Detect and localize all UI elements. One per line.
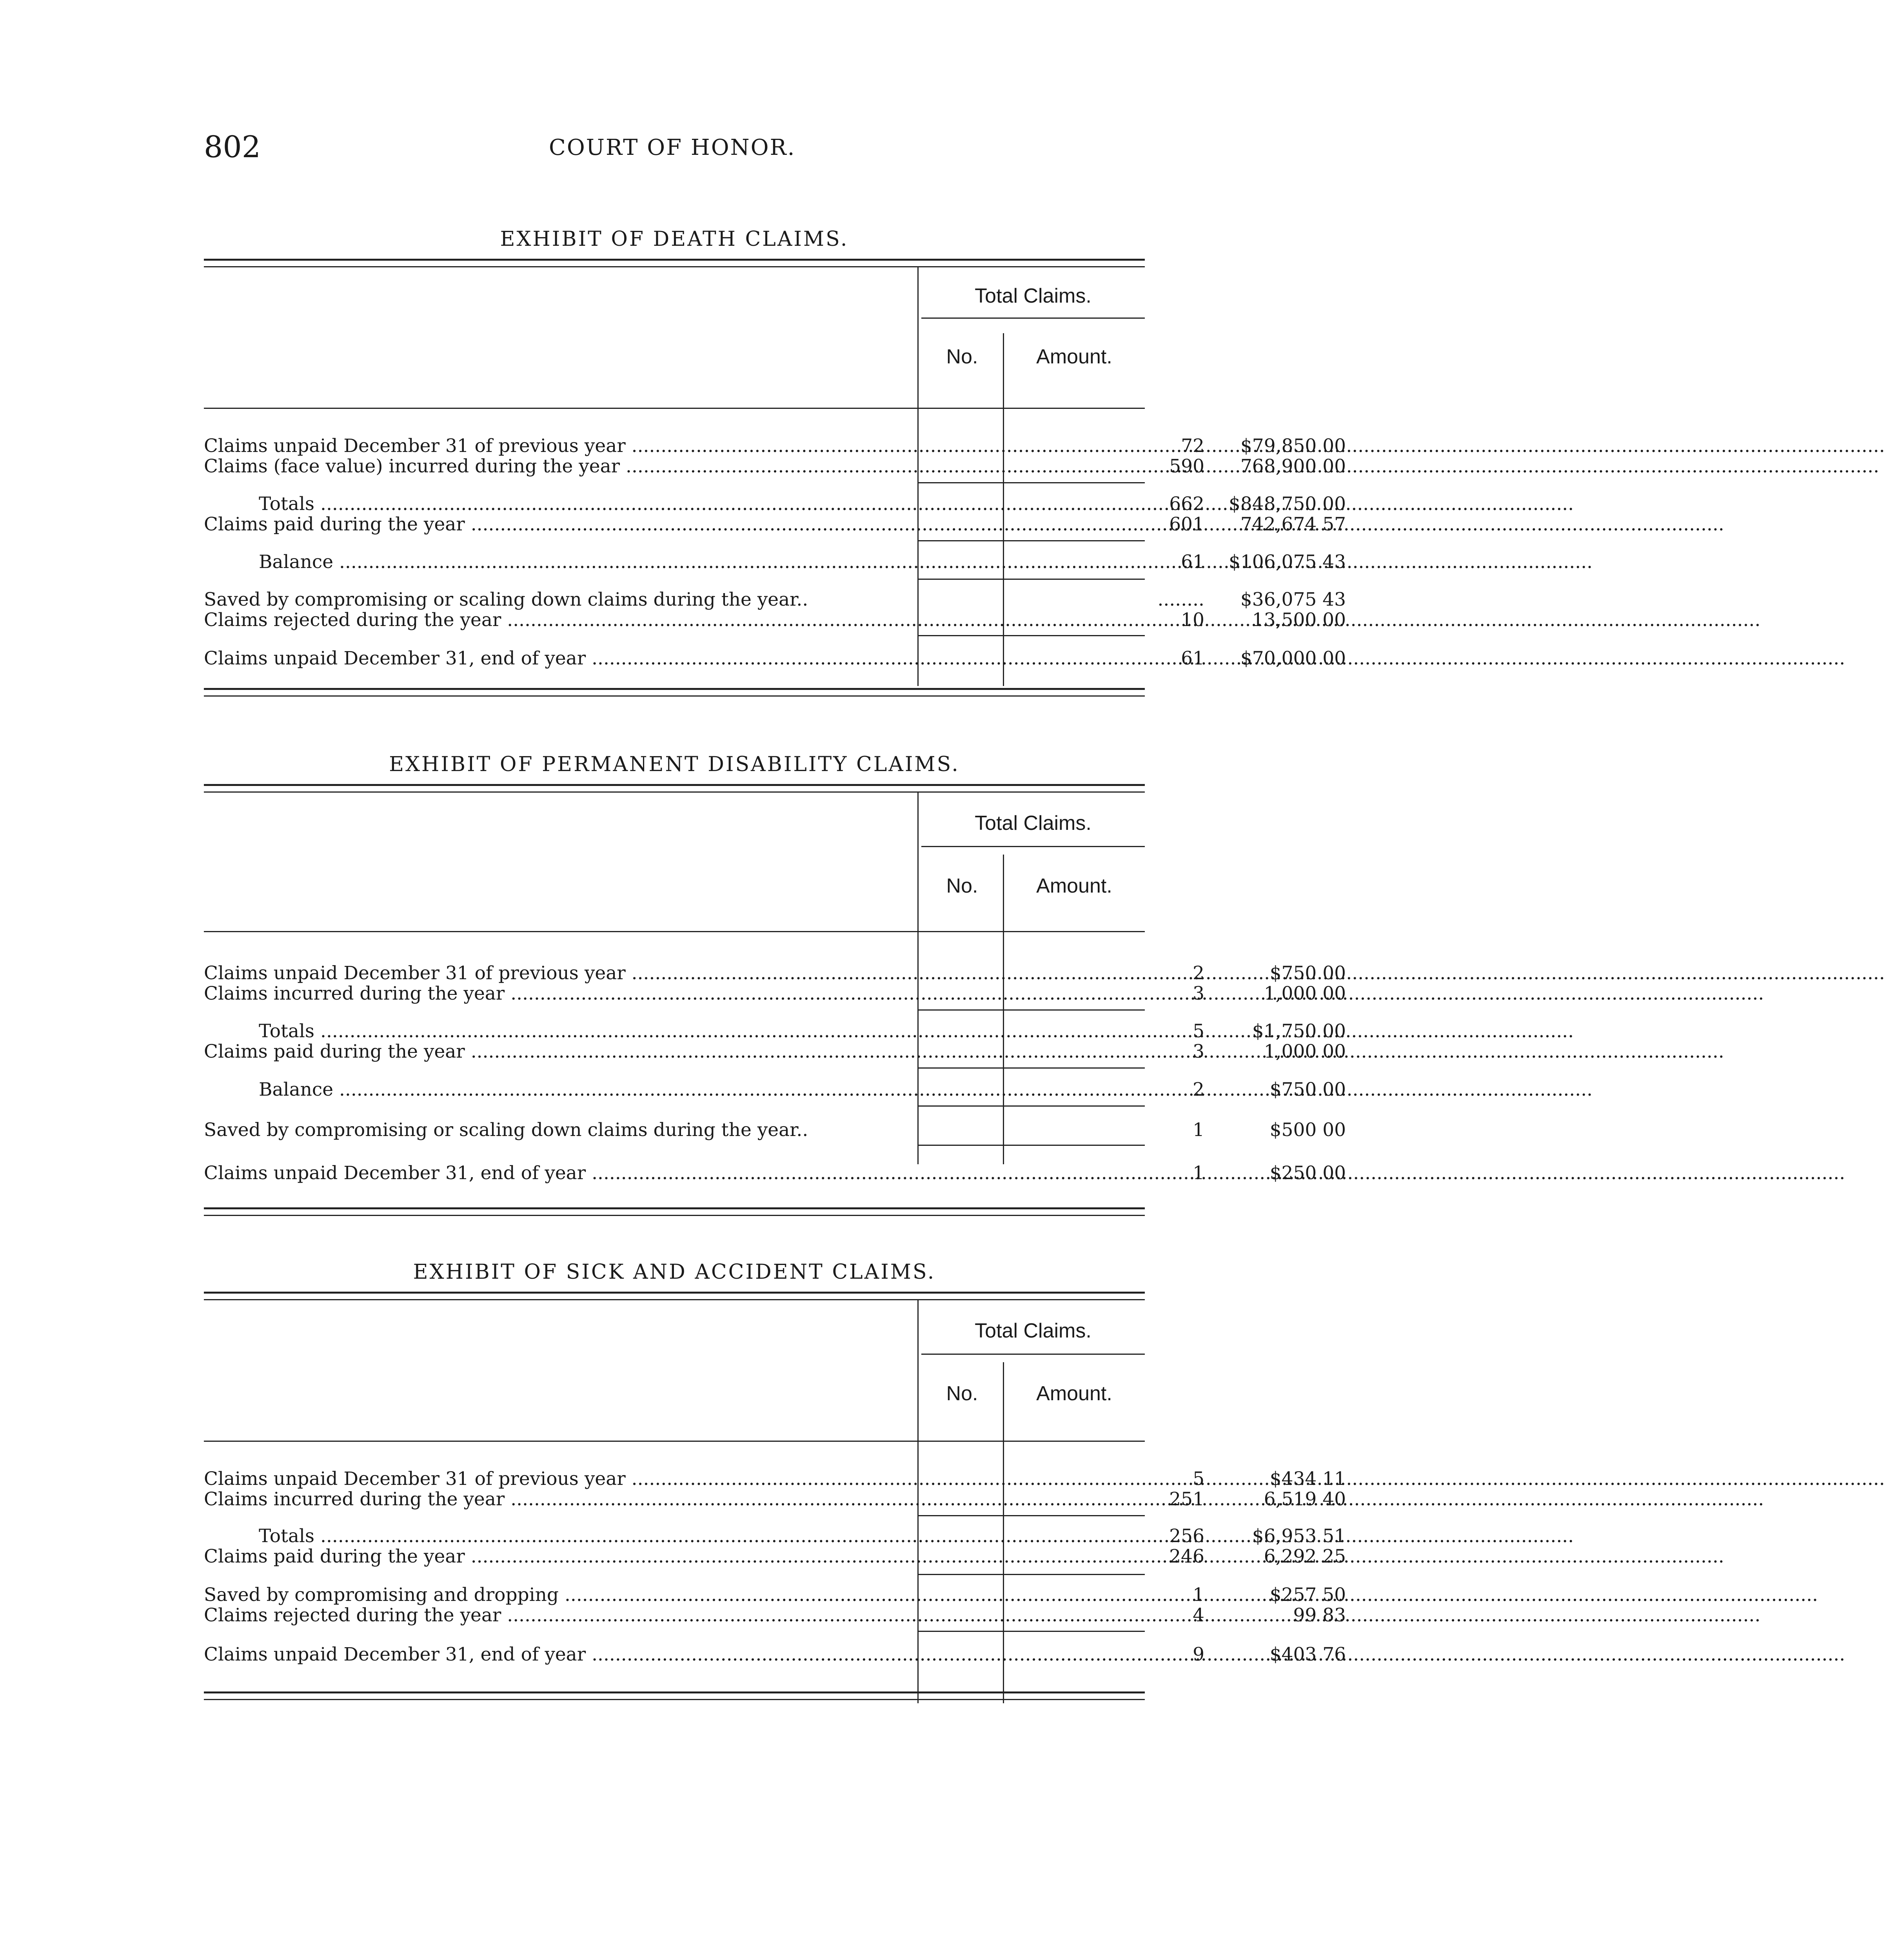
row-label: Claims (face value) incurred during the year ..... bbox=[204, 456, 917, 477]
row-label: Claims incurred during the year ..... bbox=[204, 983, 917, 1004]
row-count: 3 bbox=[1193, 1041, 1204, 1062]
table-row bbox=[204, 648, 1346, 669]
row-count: 246 bbox=[1169, 1546, 1204, 1567]
sum-rule bbox=[917, 540, 1145, 541]
row-label: Claims unpaid December 31, end of year ..... bbox=[204, 1644, 917, 1665]
table-row bbox=[204, 1546, 1346, 1567]
row-count: 2 bbox=[1193, 1079, 1204, 1100]
row-amount: 742,674 57 bbox=[1240, 514, 1346, 535]
row-count: 2 bbox=[1193, 962, 1204, 984]
table-row bbox=[204, 589, 1346, 610]
row-amount: $79,850 00 bbox=[1240, 435, 1346, 457]
row-count: 10 bbox=[1181, 609, 1204, 631]
row-count: 61 bbox=[1181, 551, 1204, 573]
amount-header: Amount. bbox=[1036, 1382, 1112, 1405]
row-count: 5 bbox=[1193, 1468, 1204, 1490]
table-row bbox=[204, 1162, 1346, 1184]
table-row bbox=[204, 435, 1346, 457]
row-count: 662 bbox=[1169, 493, 1204, 515]
row-count: 3 bbox=[1193, 983, 1204, 1004]
row-count: 256 bbox=[1169, 1525, 1204, 1547]
header-rule bbox=[921, 846, 1145, 847]
row-label: Claims unpaid December 31 of previous year ..... bbox=[204, 962, 917, 984]
sum-rule bbox=[917, 1145, 1145, 1146]
row-amount: $403 76 bbox=[1269, 1644, 1346, 1665]
exhibit-permanent-disability-claims bbox=[204, 753, 1346, 1239]
double-rule bbox=[204, 1292, 1145, 1300]
double-rule bbox=[204, 1207, 1145, 1216]
row-amount: $257 50 bbox=[1269, 1584, 1346, 1606]
table-row bbox=[204, 962, 1346, 984]
row-amount: 1,000 00 bbox=[1264, 1041, 1346, 1062]
table-row bbox=[204, 1604, 1346, 1626]
row-label: Claims paid during the year ..... bbox=[204, 514, 917, 535]
row-label: Saved by compromising or scaling down claims during the year.. bbox=[204, 589, 808, 610]
double-rule bbox=[204, 688, 1145, 697]
sum-rule bbox=[917, 1515, 1145, 1516]
row-label: Claims paid during the year ..... bbox=[204, 1546, 917, 1567]
row-amount: $750 00 bbox=[1269, 962, 1346, 984]
row-amount: 1,000 00 bbox=[1264, 983, 1346, 1004]
row-label: Saved by compromising or scaling down claims during the year.. bbox=[204, 1119, 808, 1141]
row-amount: $1,750 00 bbox=[1252, 1020, 1346, 1042]
table-row bbox=[204, 1079, 1346, 1100]
row-label: Claims rejected during the year ..... bbox=[204, 609, 917, 631]
row-amount: $70,000 00 bbox=[1240, 648, 1346, 669]
row-amount: $848,750 00 bbox=[1228, 493, 1346, 515]
table-row bbox=[204, 1584, 1346, 1606]
sum-rule bbox=[917, 635, 1145, 636]
row-count: 4 bbox=[1193, 1604, 1204, 1626]
total-claims-header: Total Claims. bbox=[975, 812, 1091, 835]
header-bottom-rule bbox=[204, 1441, 1145, 1442]
row-amount: $36,075 43 bbox=[1240, 589, 1346, 610]
row-label: Claims incurred during the year ..... bbox=[204, 1488, 917, 1510]
table-row bbox=[204, 514, 1346, 535]
exhibit-title: EXHIBIT OF PERMANENT DISABILITY CLAIMS. bbox=[389, 753, 960, 776]
table-row bbox=[204, 1041, 1346, 1062]
header-bottom-rule bbox=[204, 931, 1145, 932]
row-label: Claims paid during the year ..... bbox=[204, 1041, 917, 1062]
running-head: COURT OF HONOR. bbox=[549, 135, 796, 160]
row-amount: $500 00 bbox=[1269, 1119, 1346, 1141]
table-row bbox=[204, 1525, 1346, 1547]
sum-rule bbox=[917, 1631, 1145, 1632]
row-amount: $750 00 bbox=[1269, 1079, 1346, 1100]
no-header: No. bbox=[946, 345, 978, 368]
total-claims-header: Total Claims. bbox=[975, 1319, 1091, 1342]
row-label: Totals ..... bbox=[204, 1020, 917, 1042]
no-header: No. bbox=[946, 875, 978, 897]
exhibit-title: EXHIBIT OF SICK AND ACCIDENT CLAIMS. bbox=[413, 1260, 936, 1284]
row-count: 1 bbox=[1193, 1119, 1204, 1141]
exhibit-death-claims bbox=[204, 223, 1346, 721]
row-amount: $434 11 bbox=[1269, 1468, 1346, 1490]
row-count: 1 bbox=[1193, 1162, 1204, 1184]
sum-rule bbox=[917, 1574, 1145, 1575]
sum-rule bbox=[917, 579, 1145, 580]
row-label: Totals ..... bbox=[204, 493, 917, 515]
header-rule bbox=[921, 1354, 1145, 1355]
row-label: Claims rejected during the year ..... bbox=[204, 1604, 917, 1626]
row-amount: 99 83 bbox=[1293, 1604, 1346, 1626]
table-row bbox=[204, 493, 1346, 515]
row-label: Totals ..... bbox=[204, 1525, 917, 1547]
row-amount: 6,292 25 bbox=[1264, 1546, 1346, 1567]
row-amount: 13,500 00 bbox=[1252, 609, 1346, 631]
page-header bbox=[204, 129, 1145, 169]
exhibit-sick-and-accident-claims bbox=[204, 1260, 1346, 1723]
row-label: Claims unpaid December 31, end of year ..... bbox=[204, 648, 917, 669]
row-label: Balance ..... bbox=[204, 1079, 917, 1100]
sum-rule bbox=[917, 1009, 1145, 1011]
table-row bbox=[204, 1468, 1346, 1490]
row-count: 61 bbox=[1181, 648, 1204, 669]
header-rule bbox=[921, 318, 1145, 319]
row-amount: $250 00 bbox=[1269, 1162, 1346, 1184]
exhibit-title: EXHIBIT OF DEATH CLAIMS. bbox=[500, 227, 849, 251]
row-label: Balance ..... bbox=[204, 551, 917, 573]
table-row bbox=[204, 1020, 1346, 1042]
no-header: No. bbox=[946, 1382, 978, 1405]
double-rule bbox=[204, 784, 1145, 793]
row-count: 5 bbox=[1193, 1020, 1204, 1042]
table-row bbox=[204, 609, 1346, 631]
row-count: 251 bbox=[1169, 1488, 1204, 1510]
sum-rule bbox=[917, 1067, 1145, 1069]
total-claims-header: Total Claims. bbox=[975, 285, 1091, 307]
row-label: Claims unpaid December 31 of previous year ..... bbox=[204, 1468, 917, 1490]
page-number: 802 bbox=[204, 129, 261, 164]
sum-rule bbox=[917, 1105, 1145, 1107]
row-count: 1 bbox=[1193, 1584, 1204, 1606]
row-amount: 768,900 00 bbox=[1240, 456, 1346, 477]
row-count: 72 bbox=[1181, 435, 1204, 457]
row-amount: $106,075 43 bbox=[1228, 551, 1346, 573]
table-row bbox=[204, 456, 1346, 477]
row-label: Saved by compromising and dropping ..... bbox=[204, 1584, 917, 1606]
double-rule bbox=[204, 1691, 1145, 1700]
table-row bbox=[204, 551, 1346, 573]
amount-header: Amount. bbox=[1036, 875, 1112, 897]
row-count: 601 bbox=[1169, 514, 1204, 535]
row-count: 590 bbox=[1169, 456, 1204, 477]
table-row bbox=[204, 983, 1346, 1004]
row-label: Claims unpaid December 31 of previous year ..... bbox=[204, 435, 917, 457]
double-rule bbox=[204, 259, 1145, 267]
row-count: ........ bbox=[1157, 589, 1204, 610]
sum-rule bbox=[917, 482, 1145, 483]
table-row bbox=[204, 1644, 1346, 1665]
row-amount: 6,519 40 bbox=[1264, 1488, 1346, 1510]
row-amount: $6,953 51 bbox=[1252, 1525, 1346, 1547]
header-bottom-rule bbox=[204, 408, 1145, 409]
table-row bbox=[204, 1488, 1346, 1510]
amount-header: Amount. bbox=[1036, 345, 1112, 368]
table-row bbox=[204, 1119, 1346, 1141]
row-label: Claims unpaid December 31, end of year ..... bbox=[204, 1162, 917, 1184]
row-count: 9 bbox=[1193, 1644, 1204, 1665]
